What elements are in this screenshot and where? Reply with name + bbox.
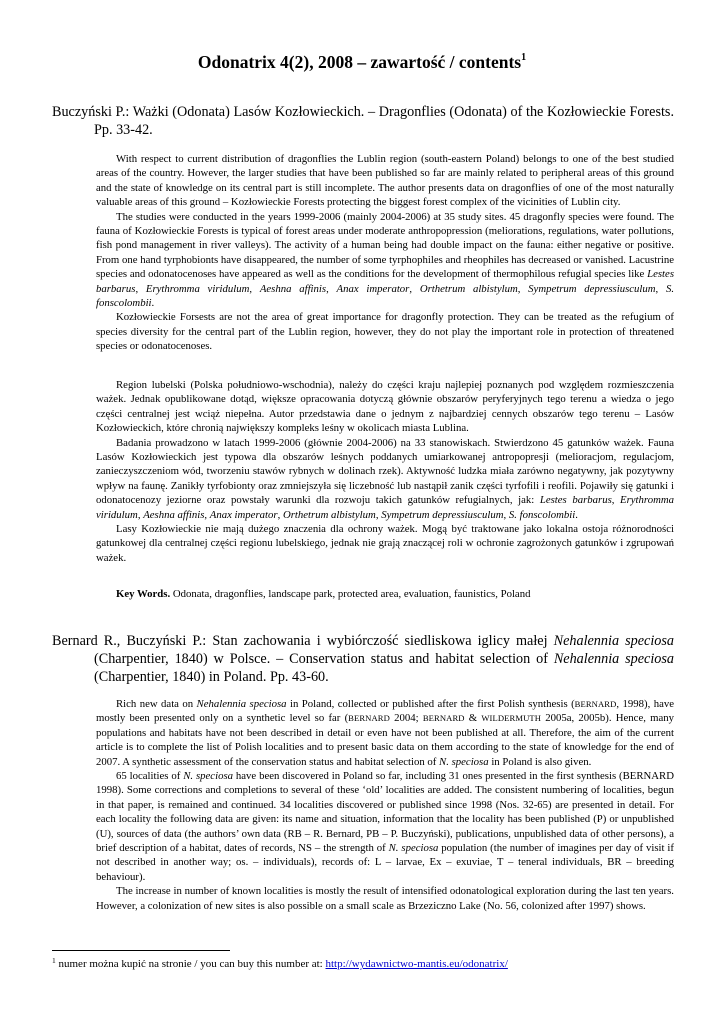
species-name: S. fonscolombii — [508, 508, 576, 521]
species-name: Aeshna affinis — [143, 508, 205, 521]
footnote — [52, 957, 508, 971]
entry-1-abstract-pl — [96, 378, 674, 565]
entry-2-title — [52, 632, 674, 686]
entry-1-title: Buczyński P.: Ważki (Odonata) Lasów Kozłowieckich. – Dragonflies (Odonata) of the Kozłowieckie Forests. Pp. 33-42. — [52, 104, 674, 138]
text-run: 65 localities of — [116, 770, 184, 783]
entry-2-abstract — [96, 697, 674, 913]
entry-1-pl-paragraph-1: Region lubelski (Polska południowo-wschodnia), należy do części kraju najlepiej poznanych pod względem rozmieszczenia ważek. Jednak opublikowane dotąd, większe opracowania dotyczą głównie obszarów peryferyjnych tego terenu a wiedza o jego części centralnej jest wciąż niepełna. Autor przedstawia dane o jednym z najbardziej cennych obszarów tego terenu – Lasów Kozłowieckich, które chronią największy kompleks leśny w okolicach miasta Lublina. — [96, 379, 674, 435]
entry-2-paragraph-3: The increase in number of known localities is mostly the result of intensified odonatological exploration during the last ten years. However, a colonization of new sites is also possible on a small scale as Brzeziczno Lake (No. 56, colonized after 1997) shows. — [96, 885, 674, 912]
species-name: Aeshna affinis — [259, 282, 327, 295]
author-name: BERNARD — [422, 713, 465, 724]
species-name: Erythromma viridulum — [145, 282, 250, 295]
species-name: Anax imperator — [209, 508, 278, 521]
entry-1-pl-paragraph-3: Lasy Kozłowieckie nie mają dużego znaczenia dla ochrony ważek. Mogą być traktowane jako lokalna ostoja różnorodności gatunkowej dla centralnej części regionu lubelskiego, jednak nie grają znaczącej roli w ochronie zagrożonych gatunków i zgrupowań ważek. — [96, 523, 674, 564]
entry-2-title-part: Bernard R., Buczyński P.: Stan zachowania i wybiórczość siedliskowa iglicy małej — [52, 633, 554, 649]
species-name: S. fonscolombii — [96, 282, 675, 310]
keywords-label: Key Words. — [116, 588, 171, 600]
species-name: N. speciosa — [388, 842, 439, 855]
species-name: N. speciosa — [183, 770, 233, 783]
text-run: 2005a, 2005b). Hence, many populations and habitats have not been described in detail or even have not been published at all. Therefore, the aim of the current article is to complete the list of Polish localities and to present basic data on them according to the state of knowledge for the end of 2007. A synthetic assessment of the conservation status and habitat selection of — [96, 712, 674, 768]
footnote-mark: 1 — [521, 52, 527, 63]
entry-1-en-paragraph-2: The studies were conducted in the years 1999-2006 (mainly 2004-2006) at 35 study sites. 45 dragonfly species were found. The fauna of Kozłowieckie Forests is typical of forest areas under moderate anthropopression (meliorations, regulations, water pollutions, fish pond management in river valleys). The activity of a human being had double impact on the fauna: either negative or positive. From one hand tyrphobionts have disappeared, the number of some tyrphophiles and rheophiles has decreased or vanished. Lacustrine species and odonatocenoses have appeared as well as the conditions for the development of thermophilous refugial species like Lestes barbarus, Erythromma viridulum, Aeshna affinis, Anax imperator, Orthetrum albistylum, Sympetrum depressiusculum, S. fonscolombii. — [96, 210, 675, 310]
entry-1-en-paragraph-2-text: The studies were conducted in the years 1999-2006 (mainly 2004-2006) at 35 study sites. 45 dragonfly species were found. The fauna of Kozłowieckie Forests is typical of forest areas under moderate anthropopression (meliorations, regulations, water pollutions, fish pond management in river valleys). The activity of a human being had double impact on the fauna: either negative or positive. From one hand tyrphobionts have disappeared, the number of some tyrphophiles and rheophiles has decreased or vanished. Lacustrine species and odonatocenoses have appeared as well as the conditions for the development of thermophilous refugial species like — [96, 210, 674, 281]
author-name: BERNARD — [574, 699, 617, 709]
author-name: WILDERMUTH — [481, 713, 542, 724]
text-run: in Poland, collected or published after the first Polish synthesis ( — [286, 698, 575, 710]
footnote-text: numer można kupić na stronie / you can buy this number at: — [55, 958, 326, 970]
entry-1-abstract-en — [96, 152, 674, 354]
species-name: Erythromma viridulum — [96, 494, 674, 521]
species-name: Orthetrum albistylum — [419, 282, 518, 295]
species-name: Lestes barbarus — [539, 494, 612, 507]
keywords-text: Odonata, dragonflies, landscape park, protected area, evaluation, faunistics, Poland — [172, 588, 531, 600]
entry-2-paragraph-1 — [96, 697, 674, 769]
page-title — [0, 52, 724, 72]
species-name: Sympetrum depressiusculum — [528, 282, 656, 295]
species-name: Nehalennia speciosa — [196, 698, 287, 710]
entry-1-pl-paragraph-2: Badania prowadzono w latach 1999-2006 (głównie 2004-2006) na 33 stanowiskach. Stwierdzono 45 gatunków ważek. Fauna Lasów Kozłowieckich jest typowa dla obszarów leśnych poddanych umiarkowanej antropopresji (melioracjom, regulacjom, zanieczyszczeniom wód, tworzeniu stawów rybnych w dolinach rzek). Aktywność ludzka miała zarówno negatywny, jak pozytywny wpływ na faunę. Zanikły tyrfobionty oraz zmniejszyła się liczebność lub nastąpił zanik części tyrfofili i reofili. Pojawiły się gatunki i odonatocenozy jeziorne oraz powstały warunki dla rozwoju takich gatunków refugialnych, jak: Lestes barbarus, Erythromma viridulum, Aeshna affinis, Anax imperator, Orthetrum albistylum, Sympetrum depressiusculum, S. fonscolombii. — [96, 436, 674, 521]
footnote-divider — [52, 950, 230, 951]
species-name: Nehalennia speciosa — [553, 651, 674, 667]
footnote-link[interactable]: http://wydawnictwo-mantis.eu/odonatrix/ — [325, 958, 508, 970]
species-name: N. speciosa — [439, 755, 489, 768]
entry-2-paragraph-2 — [96, 769, 674, 884]
entry-2-title-part: (Charpentier, 1840) w Polsce. – Conservation status and habitat selection of — [94, 651, 554, 667]
text-run: & — [464, 712, 482, 725]
species-name: Sympetrum depressiusculum — [381, 508, 504, 521]
text-run: in Poland is also given. — [488, 755, 592, 768]
text-run: have been discovered in Poland so far, including 31 ones presented in the first synthesis (BERNARD 1998). Some corrections and completions to several of these ‘old’ localities are added. The consistent numbering of localities, begun in that paper, is remained and continued. 34 localities discovered or published since 1998 (Nos. 32-65) are presented in detail. For each locality the following data are given: its name and situation, information that the locality has been published (P) or unpublished (U), sources of data (the authors’ own data (RB – R. Bernard, PB – P. Buczyński), publications, unpublished data of other persons), a brief description of a habitat, dates of records, NS – the strength of — [96, 770, 674, 855]
page-title-text: Odonatrix 4(2), 2008 – zawartość / contents — [197, 52, 522, 72]
entry-1-en-paragraph-1: With respect to current distribution of dragonflies the Lublin region (south-eastern Poland) belongs to one of the best studied areas of the country. However, the larger studies that have been published so far are mainly related to peripheral areas of this ground and the state of knowledge on its central part is still incomplete. The author presents data on dragonflies of one of the most naturally valuable areas of this ground – Kozłowieckie Forests protecting the biggest forest complex of the vicinities of Lublin city. — [96, 153, 674, 209]
text-run: population (the number of imagines per day of visit if not described in another way; os. – individuals), records of: L – larvae, Ex – exuviae, T – teneral individuals, BR – breeding behaviour). — [96, 842, 674, 883]
species-name: Anax imperator — [336, 282, 410, 295]
entry-2-title-part: (Charpentier, 1840) in Poland. Pp. 43-60. — [94, 669, 329, 685]
species-name: Lestes barbarus — [96, 268, 674, 295]
entry-1-en-paragraph-3: Kozłowieckie Forsests are not the area of great importance for dragonfly protection. They can be treated as the refugium of species diversity for the central part of the Lublin region, however, they do not play the important role in protection of threatened species or odonatocenoses. — [96, 311, 674, 353]
species-name: Orthetrum albistylum — [282, 508, 376, 521]
entry-1-pl-paragraph-2-text: Badania prowadzono w latach 1999-2006 (głównie 2004-2006) na 33 stanowiskach. Stwierdzono 45 gatunków ważek. Fauna Lasów Kozłowieckich jest typowa dla obszarów leśnych poddanych umiarkowanej antropopresji (melioracjom, regulacjom, zanieczyszczeniom wód, tworzeniu stawów rybnych w dolinach rzek). Aktywność ludzka miała zarówno negatywny, jak pozytywny wpływ na faunę. Zanikły tyrfobionty oraz zmniejszyła się liczebność lub nastąpił zanik części tyrfofili i reofili. Pojawiły się gatunki i odonatocenozy jeziorne oraz powstały warunki dla rozwoju takich gatunków refugialnych, jak: — [96, 436, 674, 507]
text-run: , 1998), have mostly been presented only on a synthetic level so far ( — [96, 698, 675, 725]
species-name: Nehalennia speciosa — [553, 633, 674, 649]
footnote-number: 1 — [52, 956, 56, 965]
keywords — [116, 587, 674, 601]
text-run: Rich new data on — [116, 698, 197, 710]
text-run: 2004; — [389, 712, 423, 725]
author-name: BERNARD — [348, 713, 390, 724]
